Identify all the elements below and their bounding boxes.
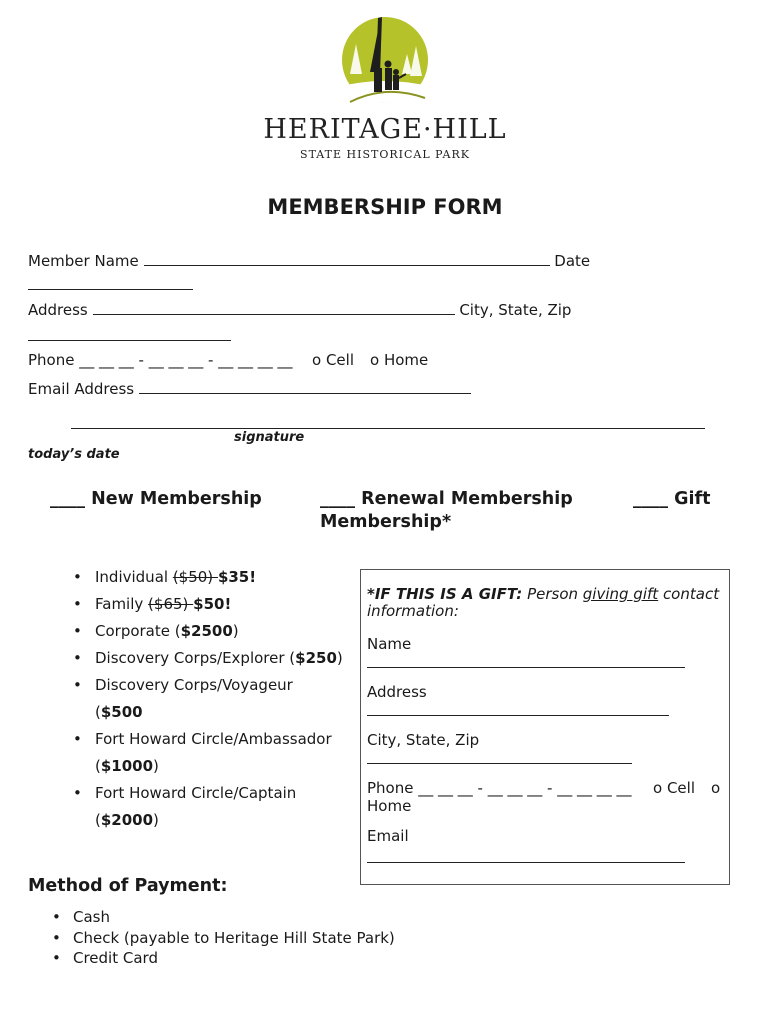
payment-title: Method of Payment: xyxy=(28,876,228,896)
signature-field[interactable] xyxy=(71,413,705,429)
todays-date-label: today’s date xyxy=(28,447,120,462)
heritage-hill-logo-icon xyxy=(330,14,440,114)
gift-membership-label: Gift xyxy=(674,489,711,509)
membership-levels-list xyxy=(28,564,358,834)
gift-home-checkbox[interactable]: o xyxy=(711,779,721,797)
gift-city-field[interactable] xyxy=(367,762,632,764)
new-membership-blank: ____ xyxy=(50,489,85,509)
email-label: Email Address xyxy=(28,380,135,398)
city-state-zip-label: City, State, Zip xyxy=(459,301,572,319)
renewal-membership-option[interactable] xyxy=(320,489,573,509)
payment-method-item[interactable]: • Cash xyxy=(52,908,110,926)
phone-field[interactable]: __ __ __ - __ __ __ - __ __ __ __ xyxy=(79,351,293,369)
gift-phone-label: Phone xyxy=(367,779,414,797)
gift-membership-blank: ____ xyxy=(633,489,668,509)
gift-heading: *IF THIS IS A GIFT: Person giving gift contact information: xyxy=(367,585,720,620)
gift-membership-label-cont: Membership* xyxy=(320,512,452,532)
gift-home-option[interactable]: Home xyxy=(367,797,412,815)
address-label: Address xyxy=(28,301,88,319)
gift-info-box xyxy=(360,569,730,885)
phone-home-option[interactable]: o Home xyxy=(370,351,429,369)
renewal-membership-blank: ____ xyxy=(320,489,355,509)
brand-subtitle: STATE HISTORICAL PARK xyxy=(300,148,470,161)
payment-method-item[interactable]: • Credit Card xyxy=(52,949,158,967)
gift-city-label: City, State, Zip xyxy=(367,731,480,749)
gift-name-field[interactable] xyxy=(367,666,685,668)
level-item[interactable]: • Family ($65) $50! xyxy=(73,595,232,613)
gift-name-label: Name xyxy=(367,635,412,653)
gift-address-label: Address xyxy=(367,683,427,701)
member-name-label: Member Name xyxy=(28,252,139,270)
address-row xyxy=(28,301,571,319)
new-membership-label: New Membership xyxy=(91,489,262,509)
member-name-field[interactable] xyxy=(144,265,550,266)
gift-address-field[interactable] xyxy=(367,714,669,716)
payment-methods-list xyxy=(28,907,528,969)
gift-cell-option[interactable]: o Cell xyxy=(653,779,695,797)
level-item[interactable]: • Discovery Corps/Voyageur ($500 xyxy=(73,676,293,721)
date-field[interactable] xyxy=(28,274,193,290)
gift-phone-row xyxy=(367,779,632,815)
payment-method-item[interactable]: • Check (payable to Heritage Hill State Park) xyxy=(52,928,395,947)
gift-membership-option[interactable] xyxy=(633,489,710,509)
gift-phone-field[interactable]: __ __ __ - __ __ __ - __ __ __ __ xyxy=(418,779,632,797)
level-item[interactable]: • Individual ($50) $35! xyxy=(73,568,257,586)
page-title: MEMBERSHIP FORM xyxy=(267,195,503,219)
city-state-zip-field[interactable] xyxy=(28,325,231,341)
gift-email-label: Email xyxy=(367,827,409,845)
signature-label: signature xyxy=(234,430,305,445)
brand-name: HERITAGE·HILL xyxy=(263,114,507,145)
new-membership-option[interactable] xyxy=(50,489,262,509)
date-label: Date xyxy=(554,252,591,270)
email-row xyxy=(28,380,471,398)
email-field[interactable] xyxy=(139,393,471,394)
level-item[interactable]: • Corporate ($2500) xyxy=(73,622,239,640)
phone-label: Phone xyxy=(28,351,75,369)
level-item[interactable]: • Fort Howard Circle/Ambassador ($1000) xyxy=(73,730,332,775)
gift-email-field[interactable] xyxy=(367,861,685,863)
address-field[interactable] xyxy=(93,314,455,315)
phone-row xyxy=(28,351,293,369)
member-name-row xyxy=(28,252,590,270)
level-item[interactable]: • Discovery Corps/Explorer ($250) xyxy=(73,649,343,667)
level-item[interactable]: • Fort Howard Circle/Captain ($2000) xyxy=(73,784,297,829)
phone-cell-option[interactable]: o Cell xyxy=(312,351,354,369)
renewal-membership-label: Renewal Membership xyxy=(361,489,573,509)
